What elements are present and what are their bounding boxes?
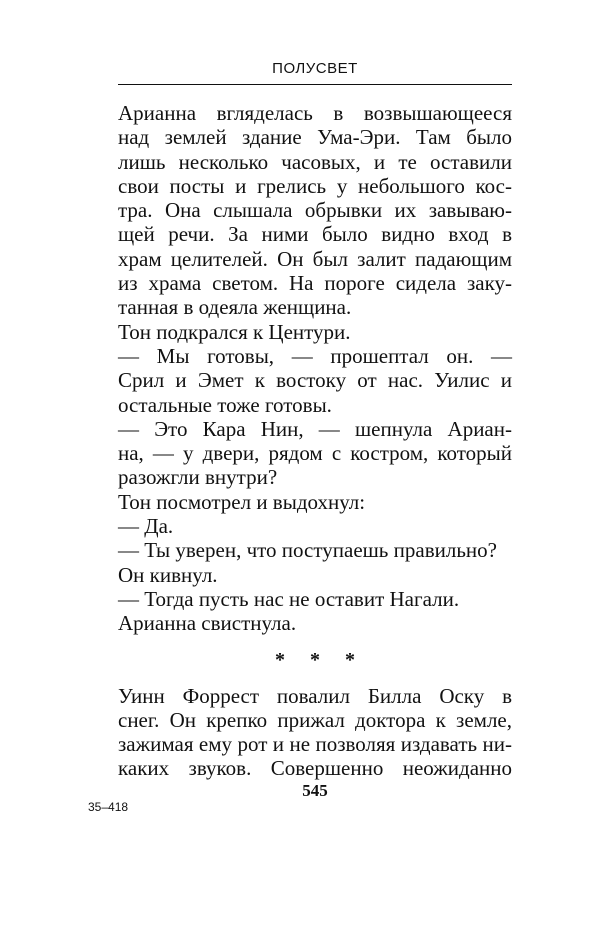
section-break: * * * (275, 648, 365, 671)
running-head: ПОЛУСВЕТ (272, 60, 358, 77)
body-text (118, 101, 512, 781)
header-rule (118, 84, 512, 85)
text-line: тра. Она слышала обрывки их завываю- (118, 198, 512, 223)
text-line: Арианна свистнула. (118, 611, 297, 636)
page-number: 545 (302, 781, 328, 800)
text-line: разожгли внутри? (118, 465, 278, 490)
text-line: зажимая ему рот и не позволяя издавать ни- (118, 732, 512, 757)
text-line: Арианна вгляделась в возвышающееся (118, 101, 512, 125)
text-line: — Ты уверен, что поступаешь правильно? (118, 538, 497, 563)
text-line: из храма светом. На пороге сидела заку- (118, 271, 512, 296)
text-line: над землей здание Ума-Эри. Там было (118, 125, 512, 150)
text-line: — Это Кара Нин, — шепнула Ариан- (118, 416, 512, 441)
text-line: танная в одеяла женщина. (118, 295, 352, 320)
text-line: — Да. (118, 514, 174, 539)
text-line: Он кивнул. (118, 562, 218, 587)
text-line: остальные тоже готовы. (118, 392, 332, 417)
text-line: лишь несколько часовых, и те оставили (118, 149, 512, 174)
text-line: Уинн Форрест повалил Билла Оску в (118, 683, 512, 708)
text-line: Срил и Эмет к востоку от нас. Уилис и (118, 368, 512, 393)
text-line: Тон посмотрел и выдохнул: (118, 489, 366, 514)
text-line: — Тогда пусть нас не оставит Нагали. (118, 586, 460, 611)
text-line: — Мы готовы, — прошептал он. — (118, 343, 512, 368)
signature-mark: 35–418 (88, 800, 129, 814)
text-line: каких звуков. Совершенно неожиданно (118, 756, 512, 781)
text-line: храм целителей. Он был залит падающим (118, 246, 512, 271)
text-line: снег. Он крепко прижал доктора к земле, (118, 707, 512, 732)
text-line: свои посты и грелись у небольшого кос- (118, 173, 512, 198)
text-line: Тон подкрался к Центури. (118, 319, 351, 344)
text-line: на, — у двери, рядом с костром, который (118, 441, 512, 466)
text-line: щей речи. За ними было видно вход в (118, 222, 512, 247)
